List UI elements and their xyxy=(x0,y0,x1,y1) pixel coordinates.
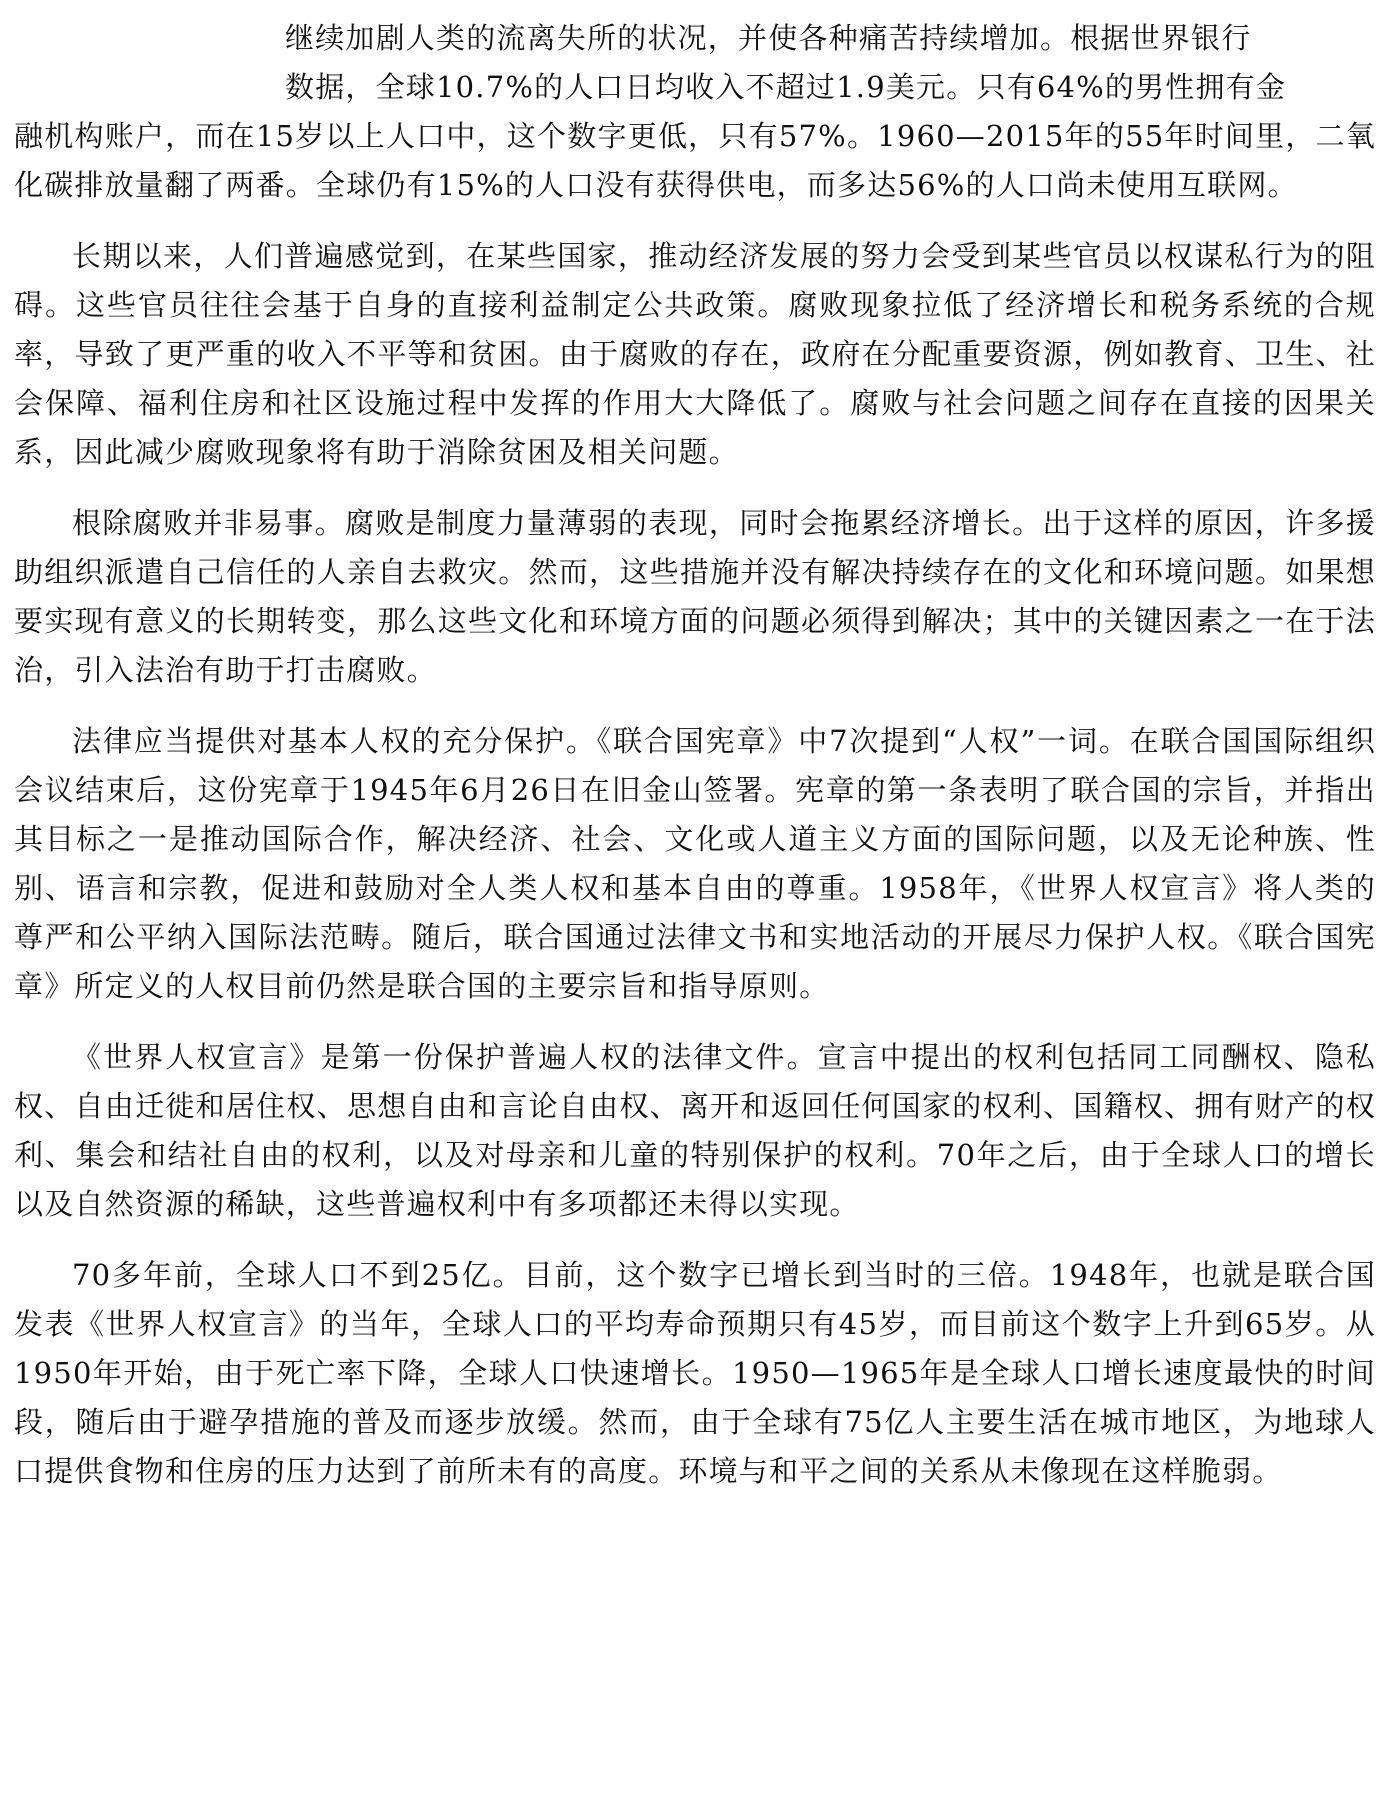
paragraph-3: 根除腐败并非易事。腐败是制度力量薄弱的表现，同时会拖累经济增长。出于这样的原因，许多援助组织派遣自己信任的人亲自去救灾。然而，这些措施并没有解决持续存在的文化和环境问题。如果想要实现有意义的长期转变，那么这些文化和环境方面的问题必须得到解决；其中的关键因素之一在于法治，引入法治有助于打击腐败。 xyxy=(14,506,1376,687)
paragraph-1-rest: 融机构账户，而在15岁以上人口中，这个数字更低，只有57%。1960—2015年的55年时间里，二氧化碳排放量翻了两番。全球仍有15%的人口没有获得供电，而多达56%的人口尚未使用互联网。 xyxy=(14,119,1376,202)
paragraph-2: 长期以来，人们普遍感觉到，在某些国家，推动经济发展的努力会受到某些官员以权谋私行为的阻碍。这些官员往往会基于自身的直接利益制定公共政策。腐败现象拉低了经济增长和税务系统的合规率，导致了更严重的收入不平等和贫困。由于腐败的存在，政府在分配重要资源，例如教育、卫生、社会保障、福利住房和社区设施过程中发挥的作用大大降低了。腐败与社会问题之间存在直接的因果关系，因此减少腐败现象将有助于消除贫困及相关问题。 xyxy=(14,239,1376,469)
paragraph-1 xyxy=(14,14,1376,210)
paragraph-1-line-1: 继续加剧人类的流离失所的状况，并使各种痛苦持续增加。根据世界银行 xyxy=(285,21,1252,55)
document-page xyxy=(14,14,1376,1518)
paragraph-6: 70多年前，全球人口不到25亿。目前，这个数字已增长到当时的三倍。1948年，也就是联合国发表《世界人权宣言》的当年，全球人口的平均寿命预期只有45岁，而目前这个数字上升到65岁。从1950年开始，由于死亡率下降，全球人口快速增长。1950—1965年是全球人口增长速度最快的时间段，随后由于避孕措施的普及而逐步放缓。然而，由于全球有75亿人主要生活在城市地区，为地球人口提供食物和住房的压力达到了前所未有的高度。环境与和平之间的关系从未像现在这样脆弱。 xyxy=(14,1258,1376,1488)
paragraph-5: 《世界人权宣言》是第一份保护普遍人权的法律文件。宣言中提出的权利包括同工同酬权、隐私权、自由迁徙和居住权、思想自由和言论自由权、离开和返回任何国家的权利、国籍权、拥有财产的权利、集会和结社自由的权利，以及对母亲和儿童的特别保护的权利。70年之后，由于全球人口的增长以及自然资源的稀缺，这些普遍权利中有多项都还未得以实现。 xyxy=(14,1040,1376,1221)
paragraph-4: 法律应当提供对基本人权的充分保护。《联合国宪章》中7次提到“人权”一词。在联合国国际组织会议结束后，这份宪章于1945年6月26日在旧金山签署。宪章的第一条表明了联合国的宗旨，并指出其目标之一是推动国际合作，解决经济、社会、文化或人道主义方面的国际问题，以及无论种族、性别、语言和宗教，促进和鼓励对全人类人权和基本自由的尊重。1958年，《世界人权宣言》将人类的尊严和公平纳入国际法范畴。随后，联合国通过法律文书和实地活动的开展尽力保护人权。《联合国宪章》所定义的人权目前仍然是联合国的主要宗旨和指导原则。 xyxy=(14,724,1376,1003)
paragraph-1-line-2: 数据，全球10.7%的人口日均收入不超过1.9美元。只有64%的男性拥有金 xyxy=(285,70,1287,104)
